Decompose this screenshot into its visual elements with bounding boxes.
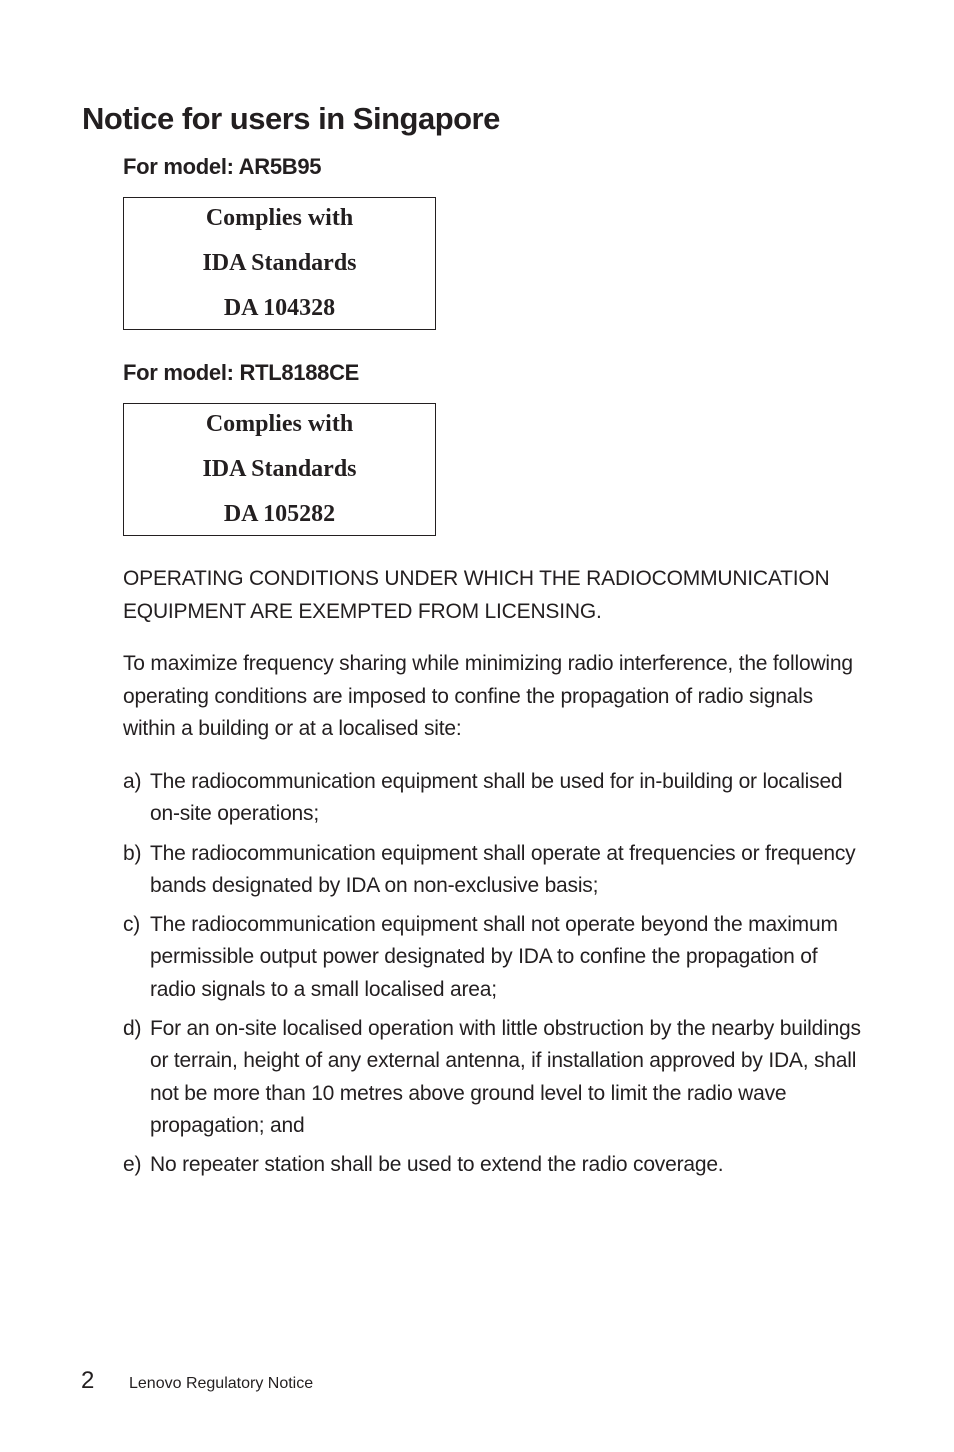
compliance-label-line: Complies with xyxy=(205,411,354,437)
list-marker: a) xyxy=(123,770,142,793)
page-title: Notice for users in Singapore xyxy=(82,101,500,136)
operating-conditions-heading: OPERATING CONDITIONS UNDER WHICH THE RADIOCOMMUNICATION EQUIPMENT ARE EXEMPTED FROM LICENSING. xyxy=(123,567,830,623)
compliance-label-box xyxy=(123,197,436,330)
list-marker: d) xyxy=(123,1017,142,1041)
conditions-list xyxy=(123,766,863,1189)
model-heading-ar5b95: For model: AR5B95 xyxy=(123,154,322,179)
list-marker: e) xyxy=(123,1153,142,1177)
list-item-text: The radiocommunication equipment shall not operate beyond the maximum permissible output power designated by IDA to confine the propagation of radio signals to a small localised area; xyxy=(150,913,838,1001)
compliance-label-line: IDA Standards xyxy=(202,456,357,482)
list-item xyxy=(123,909,863,1006)
model-heading-rtl8188ce: For model: RTL8188CE xyxy=(123,360,360,385)
list-item xyxy=(123,766,863,831)
compliance-label-line: DA 105282 xyxy=(223,501,336,527)
list-marker: b) xyxy=(123,841,142,865)
list-item-text: No repeater station shall be used to extend the radio coverage. xyxy=(150,1153,724,1177)
list-item-text: For an on-site localised operation with little obstruction by the nearby buildings or terrain, height of any external antenna, if installation approved by IDA, shall not be more than 10 metres above ground level to limit the radio wave propagation; and xyxy=(150,1017,861,1137)
compliance-label-line: DA 104328 xyxy=(223,295,336,321)
page-number: 2 xyxy=(81,1367,95,1394)
compliance-label-line: Complies with xyxy=(205,205,354,231)
footer-document-title: Lenovo Regulatory Notice xyxy=(129,1375,314,1392)
list-item xyxy=(123,838,863,903)
list-item xyxy=(123,1149,863,1181)
list-item-text: The radiocommunication equipment shall operate at frequencies or frequency bands designated by IDA on non-exclusive basis; xyxy=(150,841,856,897)
list-item-text: The radiocommunication equipment shall be used for in-building or localised on-site operations; xyxy=(150,770,843,826)
compliance-label-box xyxy=(123,403,436,536)
intro-paragraph: To maximize frequency sharing while minimizing radio interference, the following operating conditions are imposed to confine the propagation of radio signals within a building or at a localised site: xyxy=(123,652,853,740)
list-marker: c) xyxy=(123,913,141,937)
compliance-label-line: IDA Standards xyxy=(202,250,357,276)
list-item xyxy=(123,1013,863,1142)
